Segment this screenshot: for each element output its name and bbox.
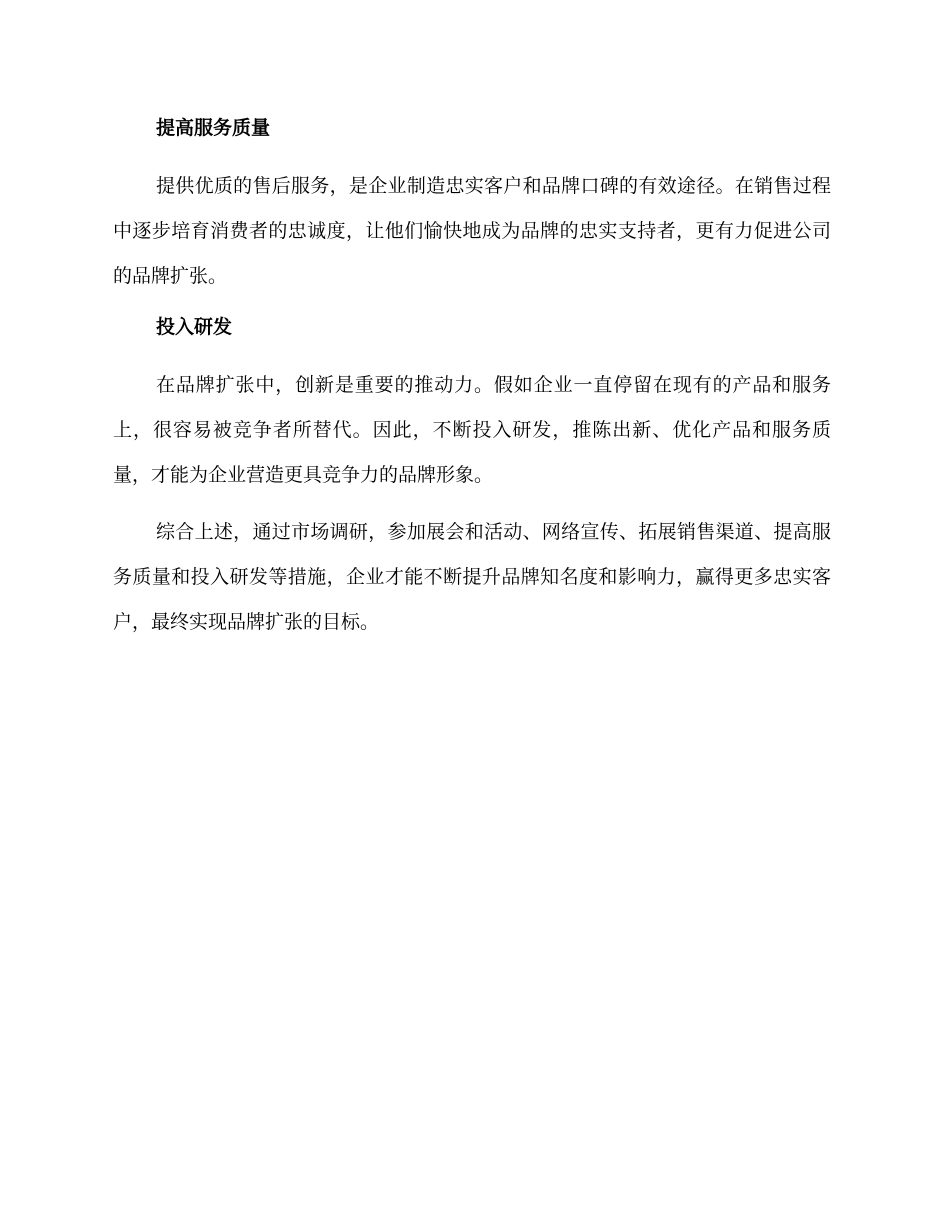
section-heading-service-quality: 提高服务质量 xyxy=(156,117,271,139)
document-page xyxy=(113,112,831,645)
section-paragraph-service-quality: 提供优质的售后服务，是企业制造忠实客户和品牌口碑的有效途径。在销售过程中逐步培育消费者的忠诚度，让他们愉快地成为品牌的忠实支持者，更有力促进公司的品牌扩张。 xyxy=(113,175,831,287)
section-paragraph-rnd: 在品牌扩张中，创新是重要的推动力。假如企业一直停留在现有的产品和服务上，很容易被竞争者所替代。因此，不断投入研发，推陈出新、优化产品和服务质量，才能为企业营造更具竞争力的品牌形象。 xyxy=(113,374,831,486)
section-heading-rnd: 投入研发 xyxy=(156,316,233,338)
conclusion-paragraph: 综合上述，通过市场调研，参加展会和活动、网络宣传、拓展销售渠道、提高服务质量和投入研发等措施，企业才能不断提升品牌知名度和影响力，赢得更多忠实客户，最终实现品牌扩张的目标。 xyxy=(113,521,831,633)
